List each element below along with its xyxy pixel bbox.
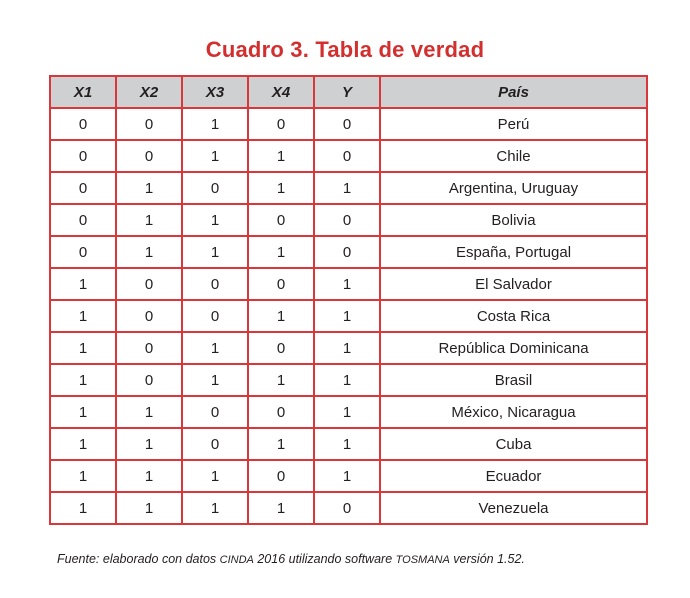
cell-pais: El Salvador [380,268,647,300]
cell-x3: 1 [182,204,248,236]
cell-pais: República Dominicana [380,332,647,364]
cell-x1: 1 [50,268,116,300]
cell-x4: 0 [248,460,314,492]
cell-x3: 1 [182,492,248,524]
table-row [50,460,647,492]
cell-x4: 1 [248,300,314,332]
cell-x4: 1 [248,236,314,268]
truth-table [49,75,648,525]
cell-x3: 1 [182,108,248,140]
cell-x4: 1 [248,172,314,204]
cell-x3: 1 [182,332,248,364]
cell-x2: 0 [116,300,182,332]
cell-x1: 1 [50,396,116,428]
table-row [50,492,647,524]
cell-x2: 1 [116,460,182,492]
source-tosmana: TOSMANA [395,554,450,566]
cell-x1: 0 [50,108,116,140]
cell-y: 1 [314,428,380,460]
cell-x2: 0 [116,268,182,300]
cell-x3: 1 [182,236,248,268]
cell-y: 0 [314,108,380,140]
cell-pais: Cuba [380,428,647,460]
cell-x3: 1 [182,364,248,396]
cell-x4: 0 [248,396,314,428]
cell-y: 0 [314,140,380,172]
table-row [50,332,647,364]
cell-y: 0 [314,492,380,524]
cell-pais: Venezuela [380,492,647,524]
cell-x1: 0 [50,236,116,268]
cell-x1: 1 [50,300,116,332]
cell-x4: 1 [248,364,314,396]
cell-pais: Argentina, Uruguay [380,172,647,204]
cell-x1: 1 [50,492,116,524]
cell-y: 1 [314,364,380,396]
cell-x4: 0 [248,108,314,140]
cell-x1: 0 [50,172,116,204]
cell-x2: 1 [116,428,182,460]
cell-y: 1 [314,172,380,204]
source-text-1: Fuente: elaborado con datos [57,552,220,566]
table-row [50,108,647,140]
cell-x1: 1 [50,428,116,460]
cell-x2: 1 [116,396,182,428]
source-cinda: CINDA [219,554,254,566]
cell-pais: Ecuador [380,460,647,492]
cell-pais: Chile [380,140,647,172]
header-x4: X4 [248,76,314,108]
source-note [57,552,525,566]
cell-y: 0 [314,204,380,236]
cell-x2: 0 [116,332,182,364]
cell-x1: 1 [50,460,116,492]
source-text-3: versión 1.52. [449,552,525,566]
cell-y: 0 [314,236,380,268]
cell-x2: 0 [116,364,182,396]
cell-x2: 1 [116,204,182,236]
cell-x2: 0 [116,108,182,140]
cell-x4: 0 [248,268,314,300]
header-x3: X3 [182,76,248,108]
cell-y: 1 [314,300,380,332]
cell-x3: 0 [182,268,248,300]
table-row [50,396,647,428]
cell-x3: 0 [182,300,248,332]
cell-x4: 0 [248,332,314,364]
cell-x2: 0 [116,140,182,172]
cell-pais: España, Portugal [380,236,647,268]
cell-x3: 0 [182,428,248,460]
cell-pais: Costa Rica [380,300,647,332]
cell-x3: 0 [182,172,248,204]
source-text-2: 2016 utilizando software [253,552,396,566]
cell-pais: Bolivia [380,204,647,236]
table-row [50,268,647,300]
cell-pais: Brasil [380,364,647,396]
cell-x4: 1 [248,428,314,460]
cell-pais: México, Nicaragua [380,396,647,428]
cell-x1: 0 [50,204,116,236]
table-title: Cuadro 3. Tabla de verdad [205,37,485,62]
table-row [50,204,647,236]
cell-y: 1 [314,460,380,492]
table-row [50,236,647,268]
header-y: Y [314,76,380,108]
header-x1: X1 [50,76,116,108]
header-x2: X2 [116,76,182,108]
cell-x3: 1 [182,140,248,172]
cell-x2: 1 [116,172,182,204]
cell-x2: 1 [116,492,182,524]
cell-x1: 0 [50,140,116,172]
cell-y: 1 [314,268,380,300]
cell-x1: 1 [50,332,116,364]
table-row [50,364,647,396]
cell-y: 1 [314,396,380,428]
table-row [50,172,647,204]
cell-x3: 0 [182,396,248,428]
cell-y: 1 [314,332,380,364]
header-row [50,76,647,108]
cell-x4: 0 [248,204,314,236]
cell-x3: 1 [182,460,248,492]
table-row [50,140,647,172]
cell-x4: 1 [248,140,314,172]
cell-x4: 1 [248,492,314,524]
cell-x1: 1 [50,364,116,396]
table-row [50,428,647,460]
header-pais: País [380,76,647,108]
cell-pais: Perú [380,108,647,140]
cell-x2: 1 [116,236,182,268]
table-row [50,300,647,332]
